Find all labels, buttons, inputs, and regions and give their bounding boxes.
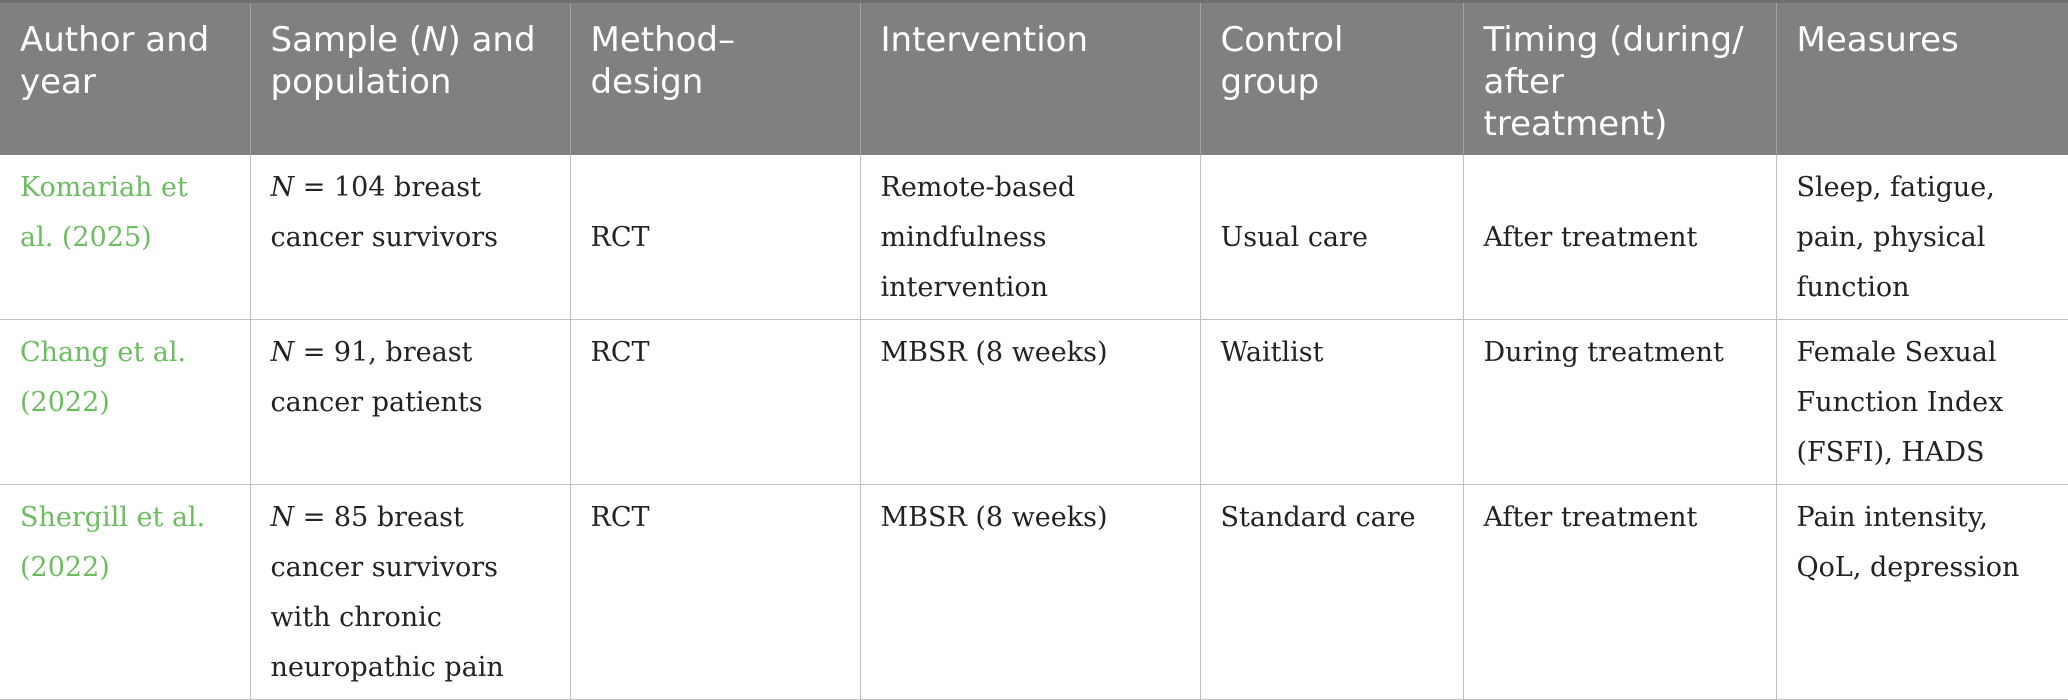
cell-control: Waitlist [1200,320,1463,485]
sample-text: = 104 breast cancer survivors [270,172,499,253]
sample-text: = 85 breast cancer survivors with chronic neuropathic pain [270,502,504,683]
cell-timing: After treatment [1463,155,1776,320]
header-author-year: Author and year [0,2,250,156]
table-row [0,485,2068,700]
header-row [0,2,2068,156]
cell-control: Standard care [1200,485,1463,700]
header-method-design: Method–design [570,2,860,156]
sample-n: N [270,337,295,368]
header-sample-prefix: Sample ( [270,20,423,60]
table-body [0,155,2068,700]
cell-sample [250,155,570,320]
sample-n: N [270,502,295,533]
header-timing: Timing (during/ after treatment) [1463,2,1776,156]
cell-intervention: Remote-based mindfulness intervention [860,155,1200,320]
cell-intervention: MBSR (8 weeks) [860,320,1200,485]
header-measures: Measures [1776,2,2068,156]
table-row [0,320,2068,485]
header-sample-population [250,2,570,156]
sample-text: = 91, breast cancer patients [270,337,483,418]
cell-method: RCT [570,485,860,700]
author-link[interactable]: Komariah et al. (2025) [20,172,188,253]
cell-measures: Sleep, fatigue, pain, physical function [1776,155,2068,320]
cell-control: Usual care [1200,155,1463,320]
header-sample-n: N [422,20,448,60]
cell-sample [250,320,570,485]
cell-intervention: MBSR (8 weeks) [860,485,1200,700]
header-control-group: Control group [1200,2,1463,156]
cell-timing: After treatment [1463,485,1776,700]
author-link[interactable]: Chang et al. (2022) [20,337,187,418]
cell-measures: Pain intensity, QoL, depression [1776,485,2068,700]
cell-author [0,155,250,320]
cell-method: RCT [570,320,860,485]
cell-method: RCT [570,155,860,320]
table-row [0,155,2068,320]
cell-measures: Female Sexual Function Index (FSFI), HADS [1776,320,2068,485]
author-link[interactable]: Shergill et al. (2022) [20,502,206,583]
sample-n: N [270,172,295,203]
cell-author [0,485,250,700]
header-intervention: Intervention [860,2,1200,156]
cell-timing: During treatment [1463,320,1776,485]
table-header [0,2,2068,156]
cell-sample [250,485,570,700]
header-sample-suffix: ) and population [270,20,536,102]
cell-author [0,320,250,485]
